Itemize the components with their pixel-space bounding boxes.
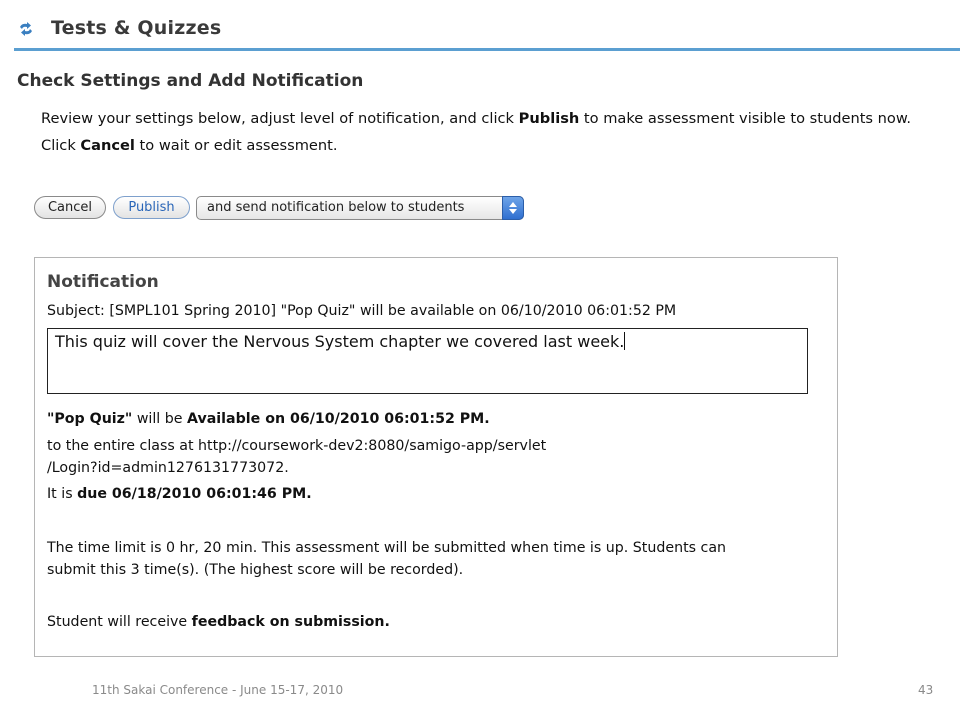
cancel-button[interactable]: Cancel — [34, 196, 106, 219]
notification-message-text: This quiz will cover the Nervous System chapter we covered last week. — [55, 332, 625, 351]
instructions — [41, 105, 956, 159]
notification-panel — [34, 257, 838, 657]
tool-title: Tests & Quizzes — [51, 17, 222, 39]
notification-select[interactable] — [196, 196, 524, 220]
text-caret — [624, 332, 625, 350]
footer-page-number: 43 — [918, 683, 934, 697]
footer-conference: 11th Sakai Conference - June 15-17, 2010 — [92, 683, 344, 697]
select-arrows-icon[interactable] — [502, 196, 524, 220]
time-limit-line-2: submit this 3 time(s). (The highest score will be recorded). — [47, 562, 464, 578]
instruction-line-1: Review your settings below, adjust level of notification, and click Publish to make assessment visible to students now. — [41, 110, 912, 127]
availability-line: "Pop Quiz" will be Available on 06/10/2010 06:01:52 PM. — [47, 411, 490, 427]
feedback-line: Student will receive feedback on submission. — [47, 614, 390, 630]
time-limit-line-1: The time limit is 0 hr, 20 min. This assessment will be submitted when time is up. Students can — [47, 540, 727, 556]
due-line: It is due 06/18/2010 06:01:46 PM. — [47, 486, 312, 502]
notification-message-textarea[interactable] — [47, 328, 808, 394]
notification-heading: Notification — [47, 272, 159, 292]
notification-select-value: and send notification below to students — [207, 200, 465, 215]
publish-button[interactable]: Publish — [113, 196, 190, 219]
url-line-1: to the entire class at http://coursework-dev2:8080/samigo-app/servlet — [47, 438, 547, 454]
refresh-arrows-icon[interactable] — [18, 21, 34, 37]
url-line-2: /Login?id=admin1276131773072. — [47, 460, 289, 476]
page-title: Check Settings and Add Notification — [17, 71, 364, 91]
instruction-line-2: Click Cancel to wait or edit assessment. — [41, 137, 338, 154]
tool-header — [14, 14, 960, 51]
notification-subject: Subject: [SMPL101 Spring 2010] "Pop Quiz" will be available on 06/10/2010 06:01:52 PM — [47, 303, 677, 319]
